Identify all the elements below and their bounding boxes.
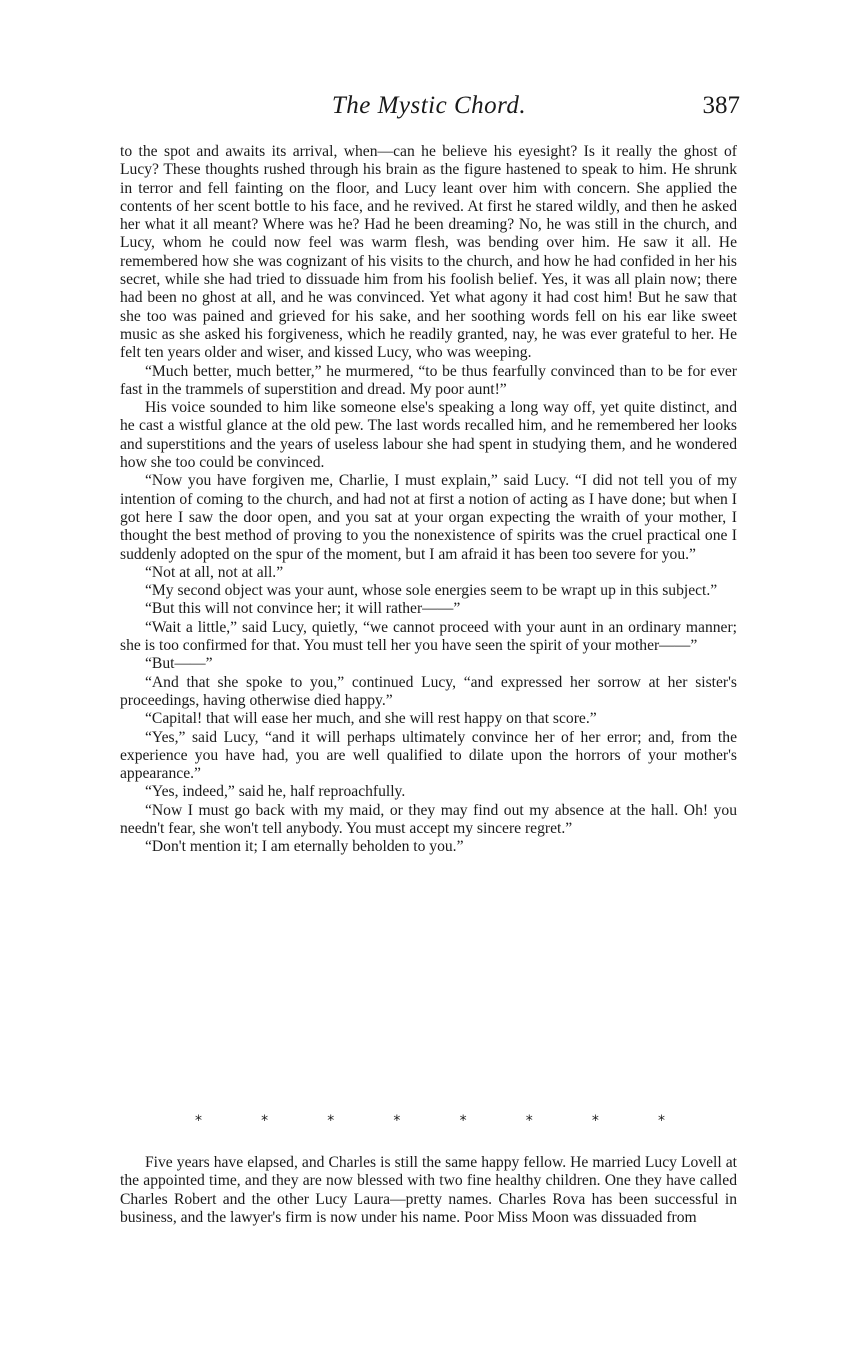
paragraph: to the spot and awaits its arrival, when—can he believe his eyesight? Is it really the ghost of Lucy? These thoughts rushed through his brain as the figure hastened to speak to him. He shrunk in terror and fell fainting on the floor, and Lucy leant over him with concern. She applied the contents of her scent bottle to his face, and he revived. At first he stared wildly, and then he asked her what it all meant? Where was he? Had he been dreaming? No, he was still in the church, and Lucy, whom he could now feel was warm flesh, was bending over him. He saw it all. He remembered how she was cognizant of his visits to the church, and how he had confided in her his secret, while she had tried to dissuade him from his foolish belief. Yes, it was all plain now; there had been no ghost at all, and he was convinced. Yet what agony it had cost him! But he saw that she too was pained and grieved for his sake, and her soothing words fell on his ear like sweet music as she asked his forgiveness, which he readily granted, nay, he was ever grateful to her. He felt ten years older and wiser, and kissed Lucy, who was weeping. [120,143,737,362]
paragraph: “My second object was your aunt, whose sole energies seem to be wrapt up in this subject.” [145,582,718,600]
asterisk: * [393,1113,401,1129]
paragraph: “Don't mention it; I am eternally beholden to you.” [145,838,464,856]
paragraph: “And that she spoke to you,” continued Lucy, “and expressed her sorrow at her sister's proceedings, having otherwise died happy.” [120,673,737,709]
asterisk: * [195,1113,202,1129]
asterisk: * [591,1113,599,1129]
page-number: 387 [702,92,740,119]
paragraph: “Capital! that will ease her much, and she will rest happy on that score.” [145,710,597,728]
paragraph: “Wait a little,” said Lucy, quietly, “we cannot proceed with your aunt in an ordinary manner; she is too confirmed for that. You must tell her you have seen the spirit of your mother——” [120,618,737,655]
asterisk: * [261,1113,269,1129]
asterisk: * [525,1113,533,1129]
paragraph: “Not at all, not at all.” [145,563,284,581]
paragraph: “Yes, indeed,” said he, half reproachfully. [145,783,406,801]
running-title: The Mystic Chord. [331,92,527,119]
paragraph: His voice sounded to him like someone else's speaking a long way off, yet quite distinct, and he cast a wistful glance at the old pew. The last words recalled him, and he remembered her looks and superstitions and the years of useless labour she had spent in studying them, and he wondered how she too could be convinced. [120,399,737,472]
paragraph: “Yes,” said Lucy, “and it will perhaps ultimately convince her of her error; and, from the experience you have had, you are well qualified to dilate upon the horrors of your mother's appearance.” [120,728,737,783]
page-header [118,92,740,132]
paragraph: Five years have elapsed, and Charles is still the same happy fellow. He married Lucy Lovell at the appointed time, and they are now blessed with two fine healthy children. One they have called Charles Robert and the other Lucy Laura—pretty names. Charles Rova has been successful in business, and the lawyer's firm is now under his name. Poor Miss Moon was dissuaded from [120,1154,737,1226]
paragraph: “But this will not convince her; it will rather——” [145,600,461,618]
paragraph: “Now you have forgiven me, Charlie, I must explain,” said Lucy. “I did not tell you of my intention of coming to the church, and had not at first a notion of acting as I have done; but when I got here I saw the door open, and you sat at your organ expecting the wraith of your mother, I thought the best method of proving to you the nonexistence of spirits was the cruel practical one I suddenly adopted on the spur of the moment, but I am afraid it has been too severe for you.” [120,472,737,563]
asterisk: * [327,1113,335,1129]
body-text [120,143,737,857]
paragraph: “Much better, much better,” he murmered, “to be thus fearfully convinced than to be for ever fast in the trammels of superstition and dread. My poor aunt!” [120,362,737,398]
paragraph: “Now I must go back with my maid, or they may find out my absence at the hall. Oh! you needn't fear, she won't tell anybody. You must accept my sincere regret.” [120,801,737,837]
section-break [195,1113,665,1129]
asterisk: * [657,1113,665,1129]
asterisk: * [459,1113,467,1129]
closing-text [120,1154,737,1227]
paragraph: “But——” [145,655,213,673]
